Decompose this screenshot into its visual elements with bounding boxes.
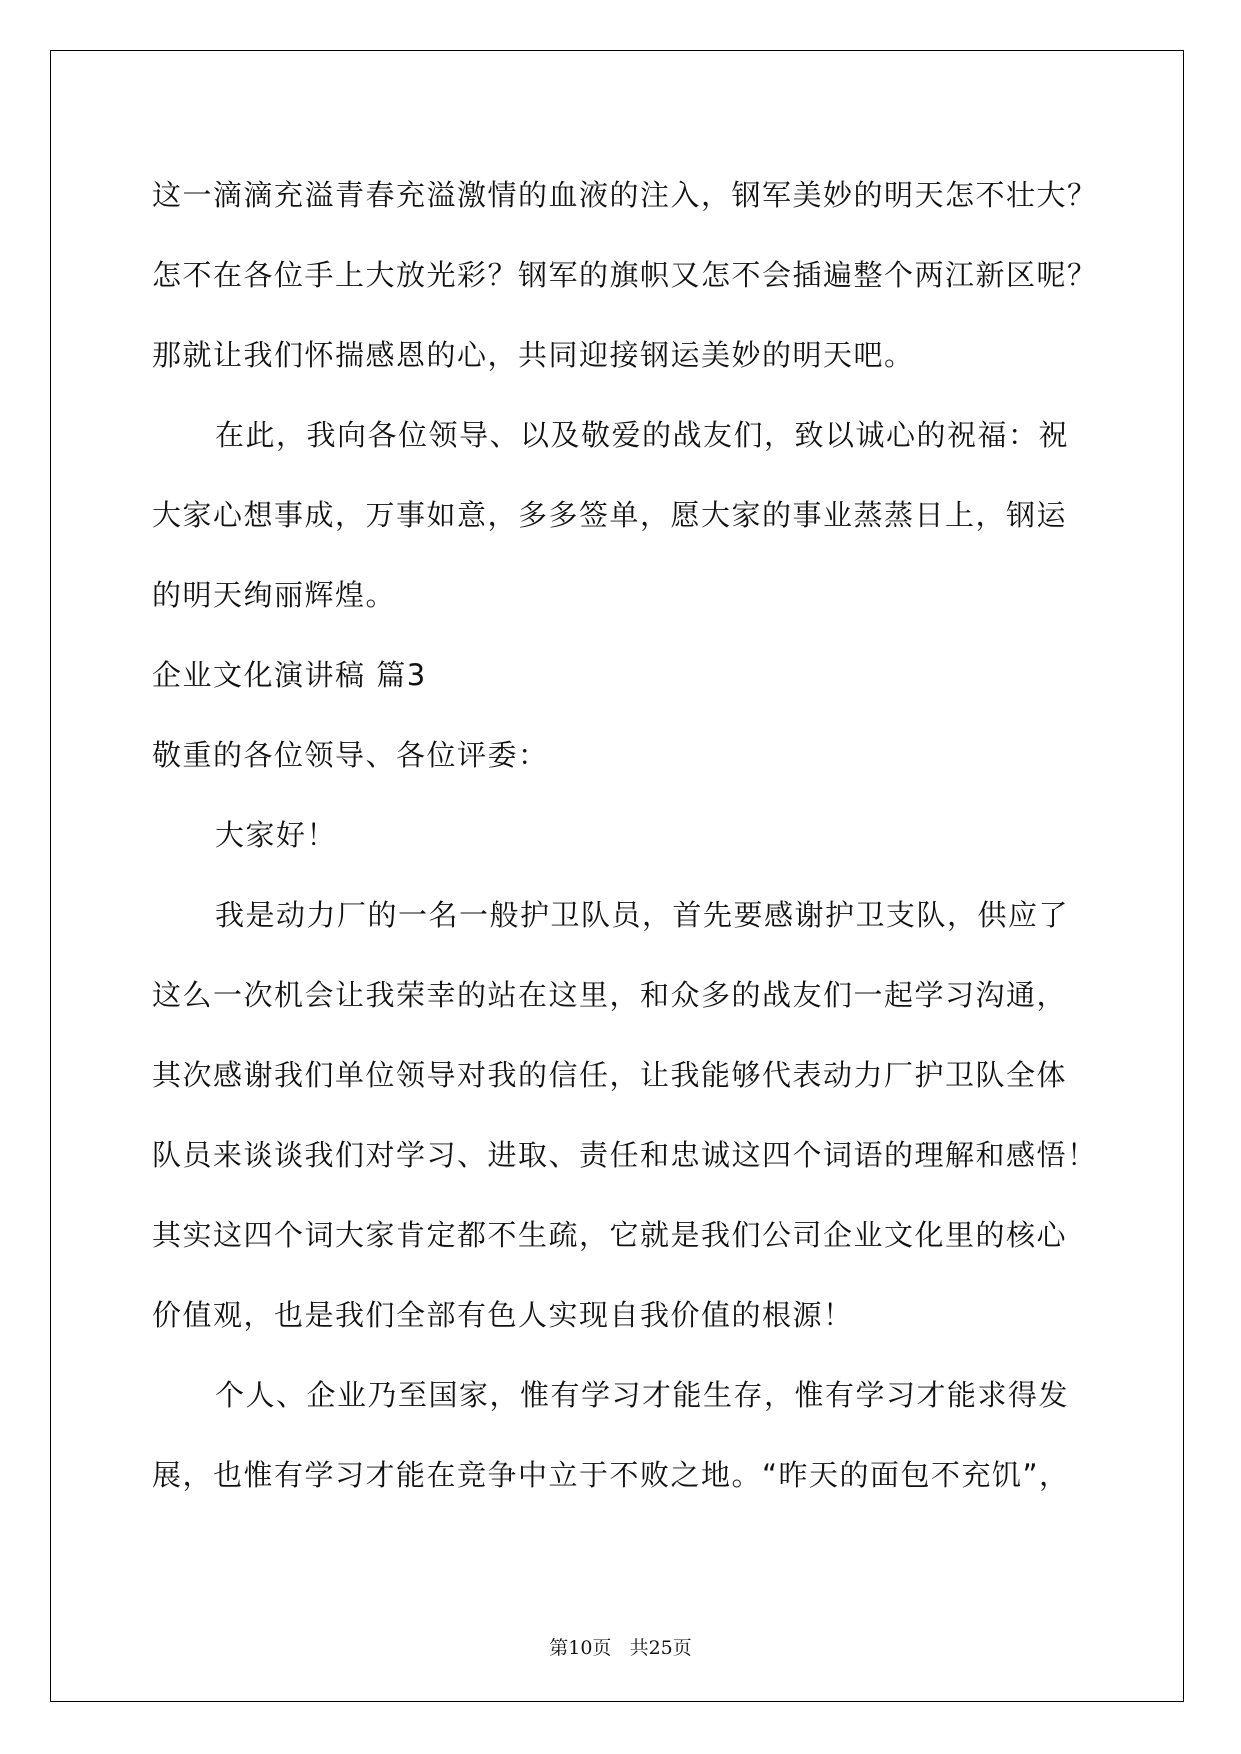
- text-line: 大家心想事成，万事如意，多多签单，愿大家的事业蒸蒸日上，钢运: [152, 498, 1068, 532]
- text-line: 展，也惟有学习才能在竞争中立于不败之地。“昨天的面包不充饥”，: [152, 1458, 1070, 1492]
- salutation: 敬重的各位领导、各位评委：: [152, 738, 549, 772]
- page-total: 共25页: [629, 1637, 692, 1659]
- text-line: 其次感谢我们单位领导对我的信任，让我能够代表动力厂护卫队全体: [152, 1058, 1068, 1092]
- text-line: 在此，我向各位领导、以及敬爱的战友们，致以诚心的祝福：祝: [215, 418, 1070, 452]
- text-line: 那就让我们怀揣感恩的心，共同迎接钢运美妙的明天吧。: [152, 338, 915, 372]
- document-body: [152, 155, 1098, 1515]
- greeting: 大家好！: [215, 818, 338, 852]
- section-heading: 企业文化演讲稿 篇3: [152, 658, 427, 692]
- text-line: 的明天绚丽辉煌。: [152, 578, 397, 612]
- text-line: 怎不在各位手上大放光彩？钢军的旗帜又怎不会插遍整个两江新区呢？: [152, 258, 1098, 292]
- text-line: 个人、企业乃至国家，惟有学习才能生存，惟有学习才能求得发: [215, 1378, 1070, 1412]
- text-line: 这么一次机会让我荣幸的站在这里，和众多的战友们一起学习沟通，: [152, 978, 1068, 1012]
- text-line: 其实这四个词大家肯定都不生疏，它就是我们公司企业文化里的核心: [152, 1218, 1068, 1252]
- text-line: 价值观，也是我们全部有色人实现自我价值的根源！: [152, 1298, 854, 1332]
- text-line: 队员来谈谈我们对学习、进取、责任和忠诚这四个词语的理解和感悟！: [152, 1138, 1098, 1172]
- text-line: 我是动力厂的一名一般护卫队员，首先要感谢护卫支队，供应了: [215, 898, 1070, 932]
- page-number: 第10页: [549, 1637, 612, 1659]
- page-footer: [0, 1633, 1241, 1660]
- text-line: 这一滴滴充溢青春充溢激情的血液的注入，钢军美妙的明天怎不壮大？: [152, 178, 1098, 212]
